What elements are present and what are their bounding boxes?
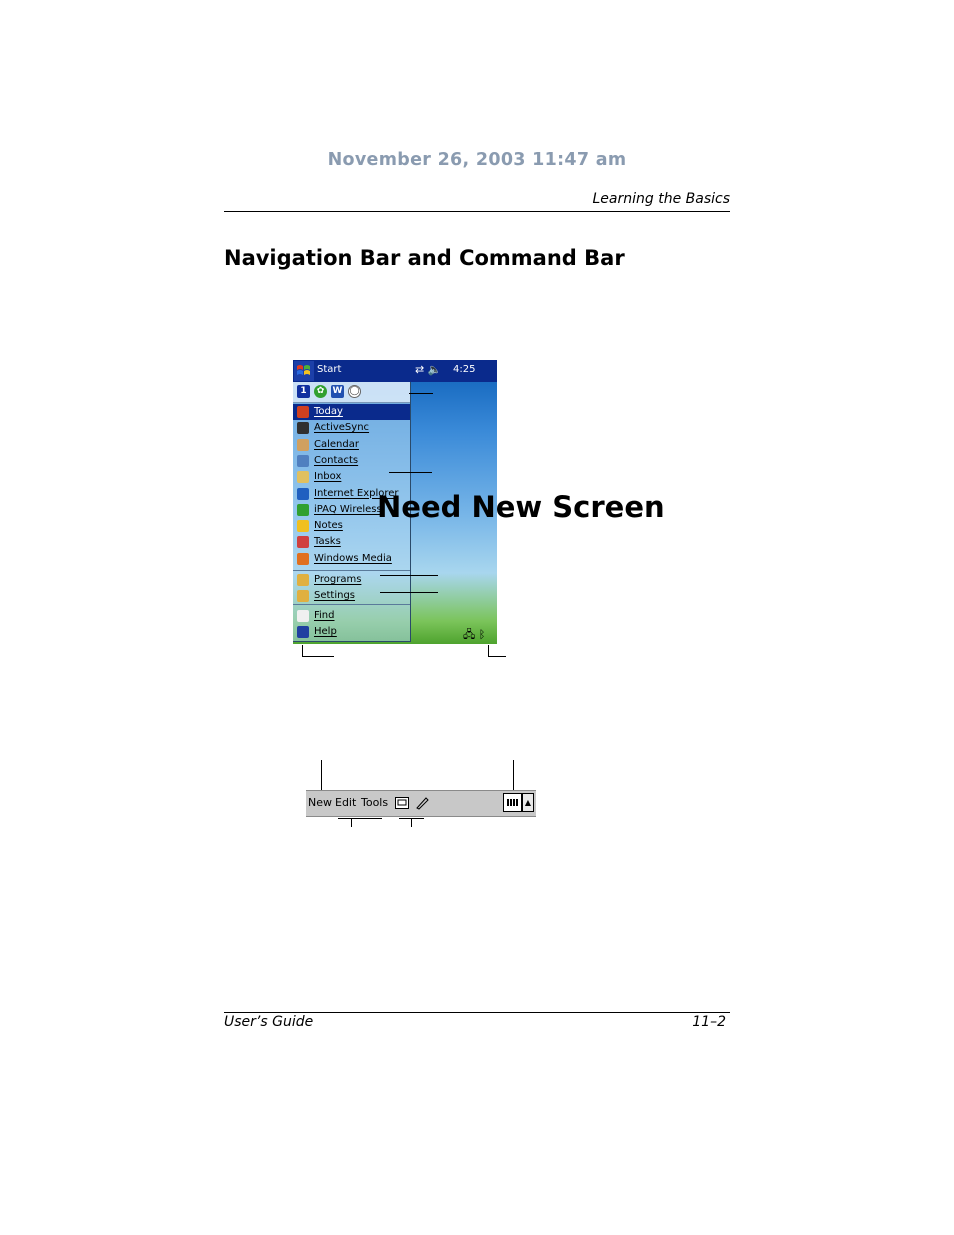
menu-item-calendar[interactable]: [293, 437, 410, 453]
menu-separator: [293, 604, 410, 605]
menu-item-label: Notes: [314, 520, 343, 532]
recent-program-icon[interactable]: W: [332, 386, 343, 396]
menu-item-find[interactable]: [293, 608, 410, 624]
callout-line: [321, 760, 322, 790]
tools-menu[interactable]: Tools: [361, 796, 389, 809]
callout-line: [302, 656, 334, 657]
callout-line: [338, 818, 382, 819]
placeholder-watermark: Need New Screen: [377, 490, 665, 524]
footer-rule: [224, 1012, 730, 1013]
page-number: 11–2: [692, 1014, 726, 1030]
header-rule: [224, 211, 730, 212]
start-label: Start: [317, 364, 342, 375]
callout-line: [411, 818, 412, 827]
menu-item-label: Calendar: [314, 438, 359, 450]
pen-icon[interactable]: [415, 796, 429, 810]
section-title: Navigation Bar and Command Bar: [224, 246, 625, 270]
menu-item-help[interactable]: [293, 624, 410, 640]
menu-item-label: Inbox: [314, 471, 342, 483]
menu-item-label: Today: [314, 406, 343, 417]
contacts-icon: [297, 455, 309, 467]
navigation-bar[interactable]: [293, 360, 497, 382]
menu-item-label: ActiveSync: [314, 422, 370, 434]
edit-menu[interactable]: Edit: [335, 796, 357, 809]
inbox-icon: [297, 471, 309, 483]
calendar-icon: [297, 439, 309, 451]
programs-folder-icon: [297, 574, 309, 586]
menu-separator: [293, 570, 410, 571]
menu-item-label: Tasks: [314, 536, 341, 548]
tasks-icon: [297, 536, 309, 548]
running-head: Learning the Basics: [592, 191, 730, 207]
menu-item-contacts[interactable]: [293, 453, 410, 469]
clock[interactable]: 4:25: [453, 364, 476, 375]
help-icon: [297, 626, 309, 638]
menu-item-today[interactable]: [293, 404, 410, 420]
footer-title: User’s Guide: [224, 1014, 314, 1030]
recent-program-icon[interactable]: ✿: [314, 385, 327, 398]
callout-line: [380, 575, 438, 576]
recording-toolbar-icon[interactable]: [395, 797, 409, 809]
system-tray-icons[interactable]: 🖧 ᛒ: [463, 628, 486, 641]
callout-line: [389, 472, 432, 473]
callout-line: [488, 656, 506, 657]
recent-programs-row: [293, 382, 410, 403]
find-icon: [297, 610, 309, 622]
windows-media-icon: [297, 553, 309, 565]
new-menu[interactable]: New: [308, 796, 332, 809]
draft-stamp: November 26, 2003 11:47 am: [327, 150, 627, 170]
menu-item-label: iPAQ Wireless: [314, 503, 382, 515]
menu-item-tasks[interactable]: [293, 534, 410, 550]
callout-line: [351, 818, 352, 827]
internet-explorer-icon: [297, 488, 309, 500]
input-selector-arrow-icon[interactable]: ▲: [522, 793, 534, 812]
connectivity-volume-icon[interactable]: ⇄ 🔈: [415, 363, 442, 376]
settings-folder-icon: [297, 590, 309, 602]
menu-item-label: Internet Explorer: [314, 487, 399, 499]
command-bar: [306, 790, 536, 817]
notes-icon: [297, 520, 309, 532]
recent-program-icon[interactable]: 1: [297, 385, 310, 398]
recent-program-icon[interactable]: ◯: [349, 386, 360, 396]
menu-item-activesync[interactable]: [293, 420, 410, 436]
ipaq-wireless-icon: [297, 504, 309, 516]
input-panel-button[interactable]: [503, 793, 522, 812]
menu-item-label: Programs: [314, 574, 362, 585]
callout-line: [513, 760, 514, 792]
menu-item-label: Help: [314, 626, 337, 638]
callout-line: [409, 393, 433, 394]
today-icon: [297, 406, 309, 418]
menu-item-settings[interactable]: [293, 588, 410, 604]
activesync-icon: [297, 422, 309, 434]
menu-item-label: Settings: [314, 590, 356, 602]
menu-item-windows-media[interactable]: [293, 551, 410, 567]
windows-flag-icon[interactable]: [294, 361, 314, 381]
callout-line: [380, 592, 438, 593]
menu-item-label: Find: [314, 610, 335, 621]
menu-item-label: Windows Media: [314, 552, 392, 564]
menu-item-label: Contacts: [314, 454, 359, 466]
